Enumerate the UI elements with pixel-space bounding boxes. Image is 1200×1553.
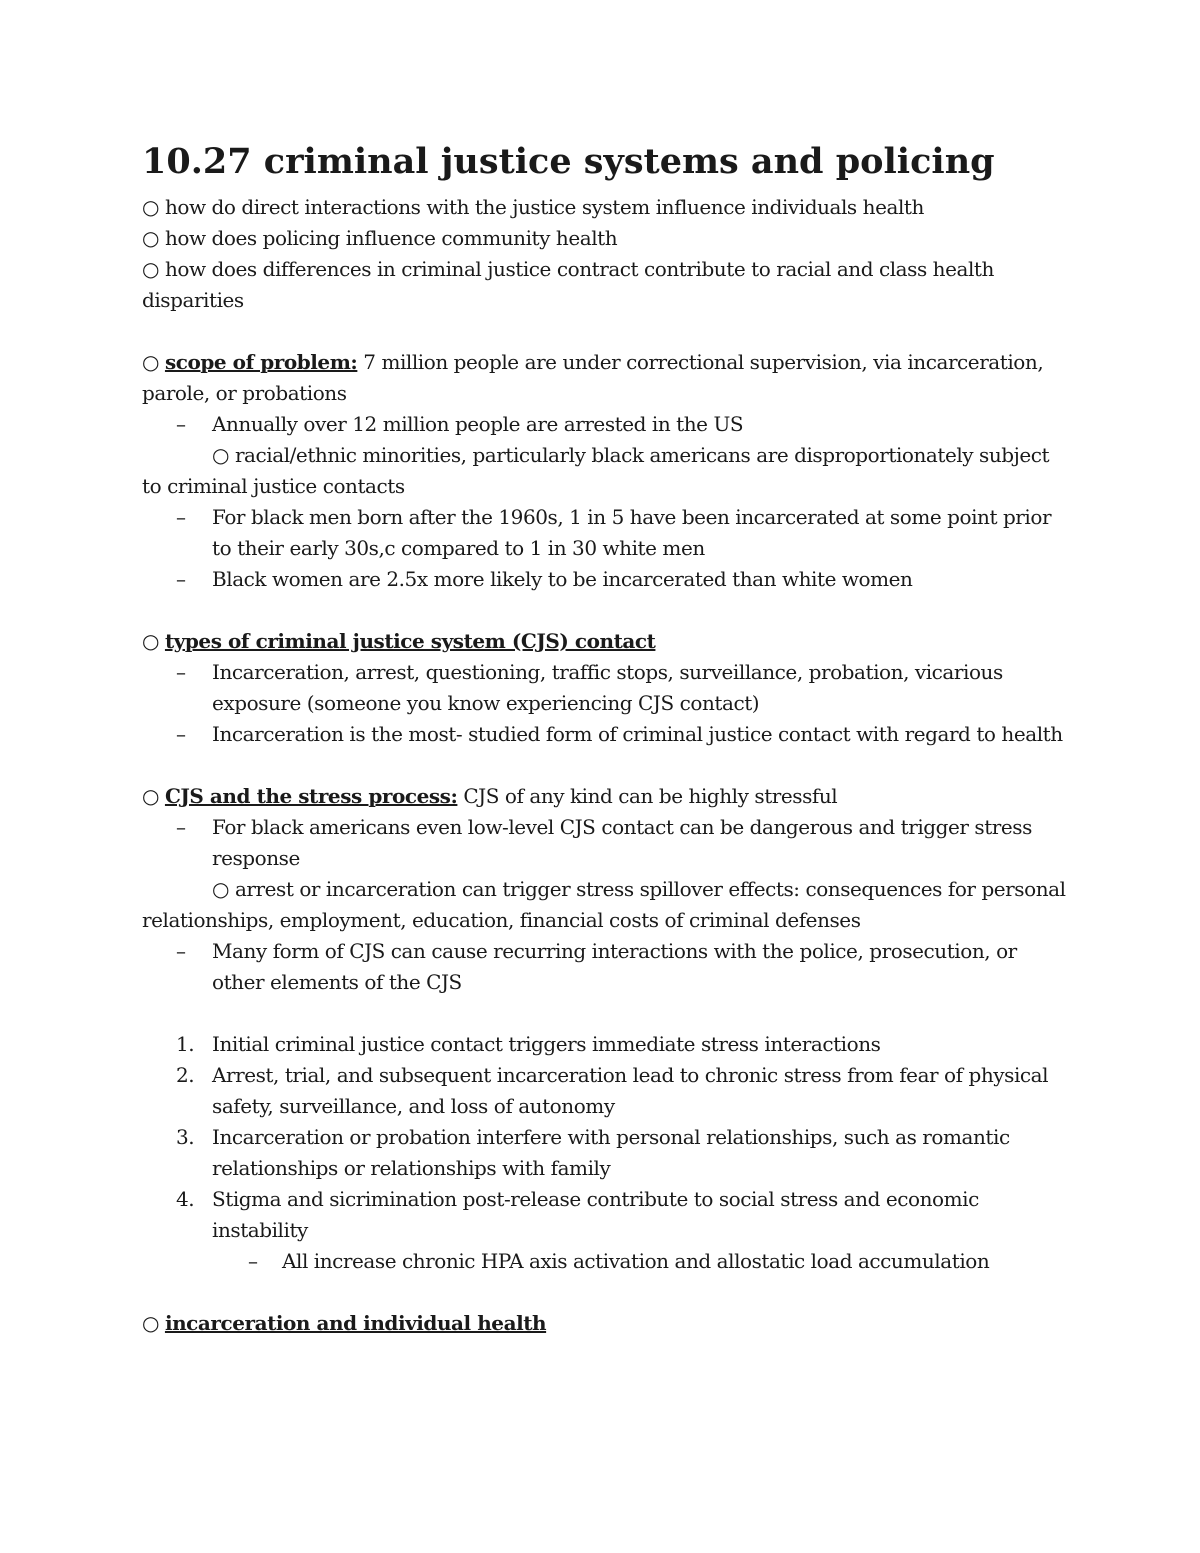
scope-paragraph: ○ scope of problem: 7 million people are under correctional supervision, via incarceration, parole, or probations bbox=[142, 350, 1044, 405]
sub-paragraph: ○ racial/ethnic minorities, particularly black americans are disproportionately subject to criminal justice contacts bbox=[142, 443, 1050, 498]
bullet-icon: ○ bbox=[142, 257, 160, 281]
item-number: 4. bbox=[176, 1187, 195, 1211]
list-item: – Incarceration, arrest, questioning, traffic stops, surveillance, probation, vicarious exposure (someone you know experiencing CJS contact) bbox=[142, 657, 1072, 719]
dash-icon: – bbox=[176, 660, 186, 684]
question-item: ○ how does differences in criminal justice contract contribute to racial and class health disparities bbox=[142, 257, 994, 312]
question-item: ○ how does policing influence community health bbox=[142, 226, 618, 250]
section-heading: incarceration and individual health bbox=[164, 1311, 547, 1335]
dash-icon: – bbox=[248, 1249, 258, 1273]
section-heading: types of criminal justice system (CJS) contact bbox=[164, 629, 656, 653]
document-body bbox=[142, 192, 1072, 1339]
list-item: – Many form of CJS can cause recurring interactions with the police, prosecution, or other elements of the CJS bbox=[142, 936, 1072, 998]
bullet-icon: ○ bbox=[142, 1311, 160, 1335]
page-title: 10.27 criminal justice systems and policing bbox=[142, 141, 995, 182]
bullet-icon: ○ bbox=[142, 784, 160, 808]
dash-icon: – bbox=[176, 939, 186, 963]
dash-icon: – bbox=[176, 722, 186, 746]
list-item: – Black women are 2.5x more likely to be incarcerated than white women bbox=[142, 564, 1072, 595]
dash-icon: – bbox=[176, 505, 186, 529]
bullet-icon: ○ bbox=[142, 350, 160, 374]
item-number: 2. bbox=[176, 1063, 195, 1087]
list-item: – Annually over 12 million people are arrested in the US bbox=[142, 409, 1072, 440]
numbered-item: 1. Initial criminal justice contact triggers immediate stress interactions bbox=[142, 1029, 1072, 1060]
bullet-icon: ○ bbox=[212, 443, 230, 467]
list-item: – All increase chronic HPA axis activation and allostatic load accumulation bbox=[142, 1246, 1072, 1277]
bullet-icon: ○ bbox=[142, 629, 160, 653]
question-item: ○ how do direct interactions with the justice system influence individuals health bbox=[142, 195, 924, 219]
types-paragraph bbox=[142, 626, 1072, 657]
item-number: 3. bbox=[176, 1125, 195, 1149]
dash-icon: – bbox=[176, 567, 186, 591]
dash-icon: – bbox=[176, 815, 186, 839]
list-item: – For black americans even low-level CJS contact can be dangerous and trigger stress response bbox=[142, 812, 1072, 874]
item-number: 1. bbox=[176, 1032, 195, 1056]
list-item: – Incarceration is the most- studied form of criminal justice contact with regard to health bbox=[142, 719, 1072, 750]
numbered-item: 3. Incarceration or probation interfere with personal relationships, such as romantic relationships or relationships with family bbox=[142, 1122, 1072, 1184]
bullet-icon: ○ bbox=[142, 195, 160, 219]
section-heading: scope of problem: bbox=[164, 350, 358, 374]
numbered-item: 2. Arrest, trial, and subsequent incarceration lead to chronic stress from fear of physical safety, surveillance, and loss of autonomy bbox=[142, 1060, 1072, 1122]
bullet-icon: ○ bbox=[212, 877, 230, 901]
numbered-item: 4. Stigma and sicrimination post-release contribute to social stress and economic instability bbox=[142, 1184, 1072, 1246]
incarceration-paragraph bbox=[142, 1308, 1072, 1339]
dash-icon: – bbox=[176, 412, 186, 436]
bullet-icon: ○ bbox=[142, 226, 160, 250]
stress-paragraph: ○ CJS and the stress process: CJS of any kind can be highly stressful bbox=[142, 784, 838, 808]
section-heading: CJS and the stress process: bbox=[164, 784, 458, 808]
sub-paragraph: ○ arrest or incarceration can trigger stress spillover effects: consequences for personal relationships, employment, education, financial costs of criminal defenses bbox=[142, 877, 1066, 932]
list-item: – For black men born after the 1960s, 1 in 5 have been incarcerated at some point prior to their early 30s,c compared to 1 in 30 white men bbox=[142, 502, 1072, 564]
